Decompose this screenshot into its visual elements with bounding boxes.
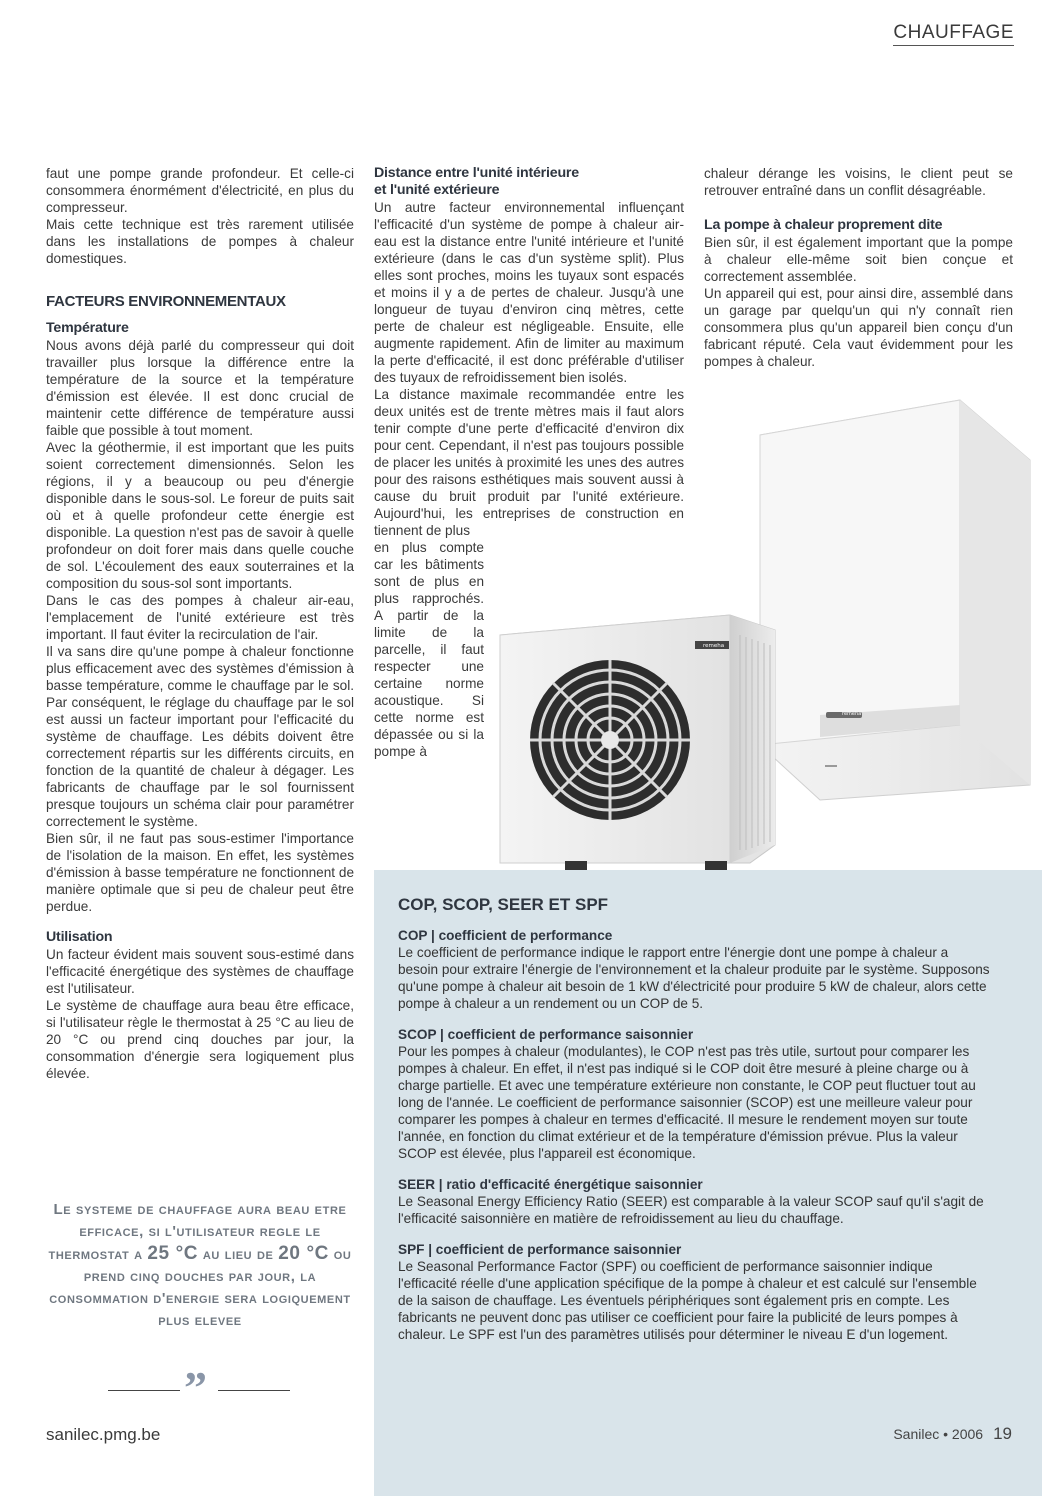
panel-text: Pour les pompes à chaleur (modulantes), le COP n'est pas très utile, surtout pour comparer les pompes à chaleur. En effet, il n'est pas indiqué si le COP doit être mesuré à pleine charge ou à charge partielle. Et avec une température extérieure non constante, le COP peut fluctuer tout au long de l'année. Le coefficient de performance saisonnier (SCOP) est une meilleure valeur pour comparer les pompes à chaleur en termes d'efficacité. Il mesure le rendement moyen sur toute l'année, en fonction du climat extérieur et de la température d'émission prévue. Plus la valeur SCOP est élevée, plus l'appareil est économique.	[398, 1044, 976, 1161]
panel-title: COP, SCOP, SEER ET SPF	[398, 895, 609, 914]
paragraph: Il va sans dire qu'une pompe à chaleur fonctionne plus efficacement avec des systèmes d'émission à basse température, comme le chauffage par le sol. Par conséquent, le réglage du chauffage par le sol est aussi un facteur important pour l'efficacité du système de chauffage. Les débits doivent être correctement répartis sur les différents circuits, en fonction de la quantité de chaleur à dégager. Les fabricants de chauffage par le sol fournissent presque toujours un schéma clair pour paramétrer correctement le système.	[46, 644, 354, 829]
paragraph: La distance maximale recommandée entre les deux unités est de trente mètres mais il faut alors tenir compte d'une perte d'efficacité d'environ dix pour cent. Cependant, il n'est pas toujours possible de placer les unités à proximité les unes des autres pour des raisons esthétiques mais souvent aussi à cause du bruit produit par l'unité extérieure. Aujourd'hui, les entreprises de construction en tiennent de plus	[374, 387, 684, 538]
panel-text: Le coefficient de performance indique le rapport entre l'énergie dont une pompe à chaleur a besoin pour extraire l'énergie de l'environnement et la chaleur produite par le système. Supposons qu'une pompe à chaleur ait besoin de 1 kW d'électricité pour produire 5 kW de chaleur, alors cette pompe à chaleur a un rendement ou un COP de 5.	[398, 945, 990, 1011]
paragraph: chaleur dérange les voisins, le client peut se retrouver entraîné dans un conflit désagréable.	[704, 166, 1013, 198]
footer-issue	[893, 1424, 1012, 1444]
subheading-pompe: La pompe à chaleur proprement dite	[704, 217, 943, 233]
panel-heading-cop: COP | coefficient de performance	[398, 928, 613, 943]
subheading-temperature: Température	[46, 320, 129, 336]
quote-mark-icon: ”	[184, 1362, 207, 1413]
indoor-brand-label: remeha	[842, 711, 862, 717]
subheading-distance: Distance entre l'unité intérieure et l'unité extérieure	[374, 165, 579, 198]
paragraph: Bien sûr, il est également important que la pompe à chaleur elle-même soit bien conçue et correctement assemblée.	[704, 235, 1013, 284]
paragraph: Un facteur évident mais souvent sous-estimé dans l'efficacité énergétique des systèmes de chauffage est l'utilisateur.	[46, 947, 354, 996]
heat-pump-product-image	[490, 385, 1050, 895]
panel-heading-seer: SEER | ratio d'efficacité énergétique saisonnier	[398, 1177, 703, 1192]
panel-heading-spf: SPF | coefficient de performance saisonnier	[398, 1242, 682, 1257]
subheading-utilisation: Utilisation	[46, 929, 113, 945]
article-column-3	[704, 165, 1013, 370]
paragraph: faut une pompe grande profondeur. Et celle-ci consommera énormément d'électricité, en plus du compresseur.	[46, 166, 354, 215]
paragraph: Bien sûr, il ne faut pas sous-estimer l'importance de l'isolation de la maison. En effet, les systèmes d'émission à basse température ne fonctionnent de manière optimale que si peu de chaleur peut être perdue.	[46, 831, 354, 914]
outdoor-brand-label: remeha	[703, 643, 725, 649]
issue-label: Sanilec • 2006	[893, 1426, 984, 1442]
info-panel-cop	[374, 870, 1042, 1496]
footer-site-link[interactable]: sanilec.pmg.be	[46, 1425, 161, 1444]
section-heading: FACTEURS ENVIRONNEMENTAUX	[46, 293, 286, 310]
paragraph-wrapped: en plus compte car les bâtiments sont de plus en plus rapprochés. A partir de la limite de la parcelle, il faut respecter une certaine norme acoustique. Si cette norme est dépassée ou si la pompe à	[374, 540, 484, 759]
paragraph: Dans le cas des pompes à chaleur air-eau, l'emplacement de l'unité extérieure est très important. Il faut éviter la recirculation de l'air.	[46, 593, 354, 642]
paragraph: Un appareil qui est, pour ainsi dire, assemblé dans un garage par quelqu'un qui n'y connaît rien consommera plus qu'un appareil bien conçu d'un fabricant réputé. Cela vaut évidemment pour les pompes à chaleur.	[704, 286, 1013, 369]
paragraph: Mais cette technique est très rarement utilisée dans les installations de pompes à chaleur domestiques.	[46, 217, 354, 266]
indoor-unit	[760, 400, 1030, 800]
page-number: 19	[993, 1424, 1012, 1443]
outdoor-unit	[500, 615, 775, 871]
quote-rule-left	[108, 1390, 180, 1391]
quote-rule-right	[218, 1390, 290, 1391]
paragraph: Avec la géothermie, il est important que les puits soient correctement dimensionnés. Selon les régions, il y a beaucoup ou peu d'énergie disponible dans le sous-sol. Le foreur de puits sait où et à quelle profondeur cette énergie est disponible. La question n'est pas de savoir à quelle profondeur on doit forer mais dans quelle couche de sol. L'écoulement des eaux souterraines et la composition du sous-sol sont importants.	[46, 440, 354, 591]
panel-text: Le Seasonal Energy Efficiency Ratio (SEER) est comparable à la valeur SCOP sauf qu'il s'agit de l'efficacité saisonnière en matière de refroidissement au lieu du chauffage.	[398, 1194, 984, 1226]
paragraph: Un autre facteur environnemental influençant l'efficacité d'un système de pompe à chaleur air-eau est la distance entre l'unité intérieure et l'unité extérieure (dans le cas d'un système split). Plus elles sont proches, moins les tuyaux sont espacés et moins il y a de pertes de chaleur. Jusqu'à une longueur de tuyau d'environ cinq mètres, cette perte de chaleur est négligeable. Ensuite, elle augmente rapidement. Afin de limiter au maximum la perte d'efficacité, il est donc préférable d'utiliser des tuyaux de refroidissement bien isolés.	[374, 200, 684, 385]
paragraph: Le système de chauffage aura beau être efficace, si l'utilisateur règle le thermostat à 25 °C au lieu de 20 °C ou prend cinq douches par jour, la consommation d'énergie sera logiquement plus élevée.	[46, 998, 354, 1081]
pull-quote: Le systeme de chauffage aura beau etre efficace, si l'utilisateur regle le thermostat a 25 °C au lieu de 20 °C ou prend cinq douches par jour, la consommation d'energie sera logiquement plus elevee	[48, 1201, 352, 1329]
panel-text: Le Seasonal Performance Factor (SPF) ou coefficient de performance saisonnier indique l'efficacité réelle d'une application spécifique de la pompe à chaleur et est calculé sur l'ensemble de la saison de chauffage. Les éventuels périphériques sont également pris en compte. Les fabricants ne peuvent donc pas utiliser ce coefficient pour faire la publicité de leurs pompes à chaleur. Le SPF est l'un des paramètres utilisés pour déterminer le niveau E d'un logement.	[398, 1259, 977, 1342]
article-column-1	[46, 165, 354, 1082]
section-header: CHAUFFAGE	[893, 22, 1014, 46]
panel-heading-scop: SCOP | coefficient de performance saisonnier	[398, 1027, 694, 1042]
paragraph: Nous avons déjà parlé du compresseur qui doit travailler plus lorsque la différence entre la température de la source et la température d'émission est élevée. Il est donc crucial de maintenir cette différence de température aussi faible que possible à tout moment.	[46, 338, 354, 438]
